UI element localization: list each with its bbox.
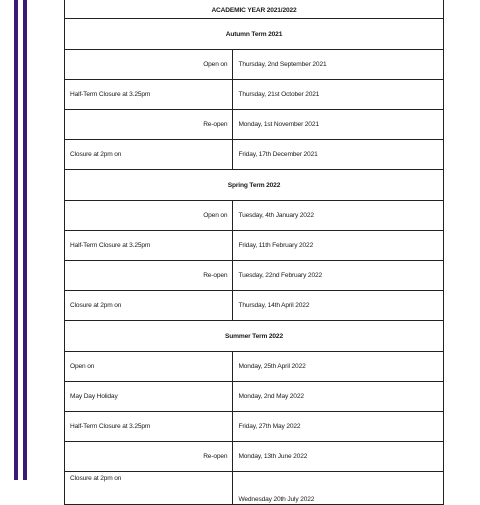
title-row [65, 0, 444, 19]
event-date: Friday, 11th February 2022 [233, 231, 444, 261]
table-row [65, 352, 444, 382]
event-label: Re-open [65, 261, 233, 291]
event-date: Wednesday 20th July 2022 [233, 472, 444, 505]
event-date: Friday, 17th December 2021 [233, 140, 444, 170]
event-label: Half-Term Closure at 3.25pm [65, 231, 233, 261]
term-dates-table [64, 0, 444, 505]
event-label: Re-open [65, 110, 233, 140]
term-heading-row [65, 170, 444, 201]
event-date: Monday, 25th April 2022 [233, 352, 444, 382]
event-date: Thursday, 21st October 2021 [233, 80, 444, 110]
table-row [65, 50, 444, 80]
event-label: Half-Term Closure at 3.25pm [65, 80, 233, 110]
event-label: Closure at 2pm on [65, 291, 233, 321]
term-heading-row [65, 19, 444, 50]
table-row [65, 110, 444, 140]
term-heading-autumn: Autumn Term 2021 [65, 19, 444, 50]
document-title: ACADEMIC YEAR 2021/2022 [65, 0, 444, 19]
table-row [65, 472, 444, 505]
page-border-inner [23, 0, 27, 480]
event-label: Closure at 2pm on [65, 472, 233, 505]
table-row [65, 412, 444, 442]
term-heading-row [65, 321, 444, 352]
event-label: Open on [65, 352, 233, 382]
table-row [65, 140, 444, 170]
event-date: Monday, 1st November 2021 [233, 110, 444, 140]
event-label: May Day Holiday [65, 382, 233, 412]
table-row [65, 201, 444, 231]
table-row [65, 291, 444, 321]
table-row [65, 382, 444, 412]
event-date: Tuesday, 4th January 2022 [233, 201, 444, 231]
table-row [65, 442, 444, 472]
event-label: Open on [65, 50, 233, 80]
event-date: Monday, 13th June 2022 [233, 442, 444, 472]
table-row [65, 231, 444, 261]
table-row [65, 80, 444, 110]
event-date: Monday, 2nd May 2022 [233, 382, 444, 412]
event-date: Friday, 27th May 2022 [233, 412, 444, 442]
event-date: Thursday, 14th April 2022 [233, 291, 444, 321]
event-label: Re-open [65, 442, 233, 472]
event-date: Tuesday, 22nd February 2022 [233, 261, 444, 291]
event-date: Thursday, 2nd September 2021 [233, 50, 444, 80]
term-dates-sheet [64, 0, 444, 503]
term-heading-spring: Spring Term 2022 [65, 170, 444, 201]
table-row [65, 261, 444, 291]
event-label: Closure at 2pm on [65, 140, 233, 170]
event-label: Half-Term Closure at 3.25pm [65, 412, 233, 442]
event-label: Open on [65, 201, 233, 231]
page-border-outer [14, 0, 18, 480]
term-heading-summer: Summer Term 2022 [65, 321, 444, 352]
